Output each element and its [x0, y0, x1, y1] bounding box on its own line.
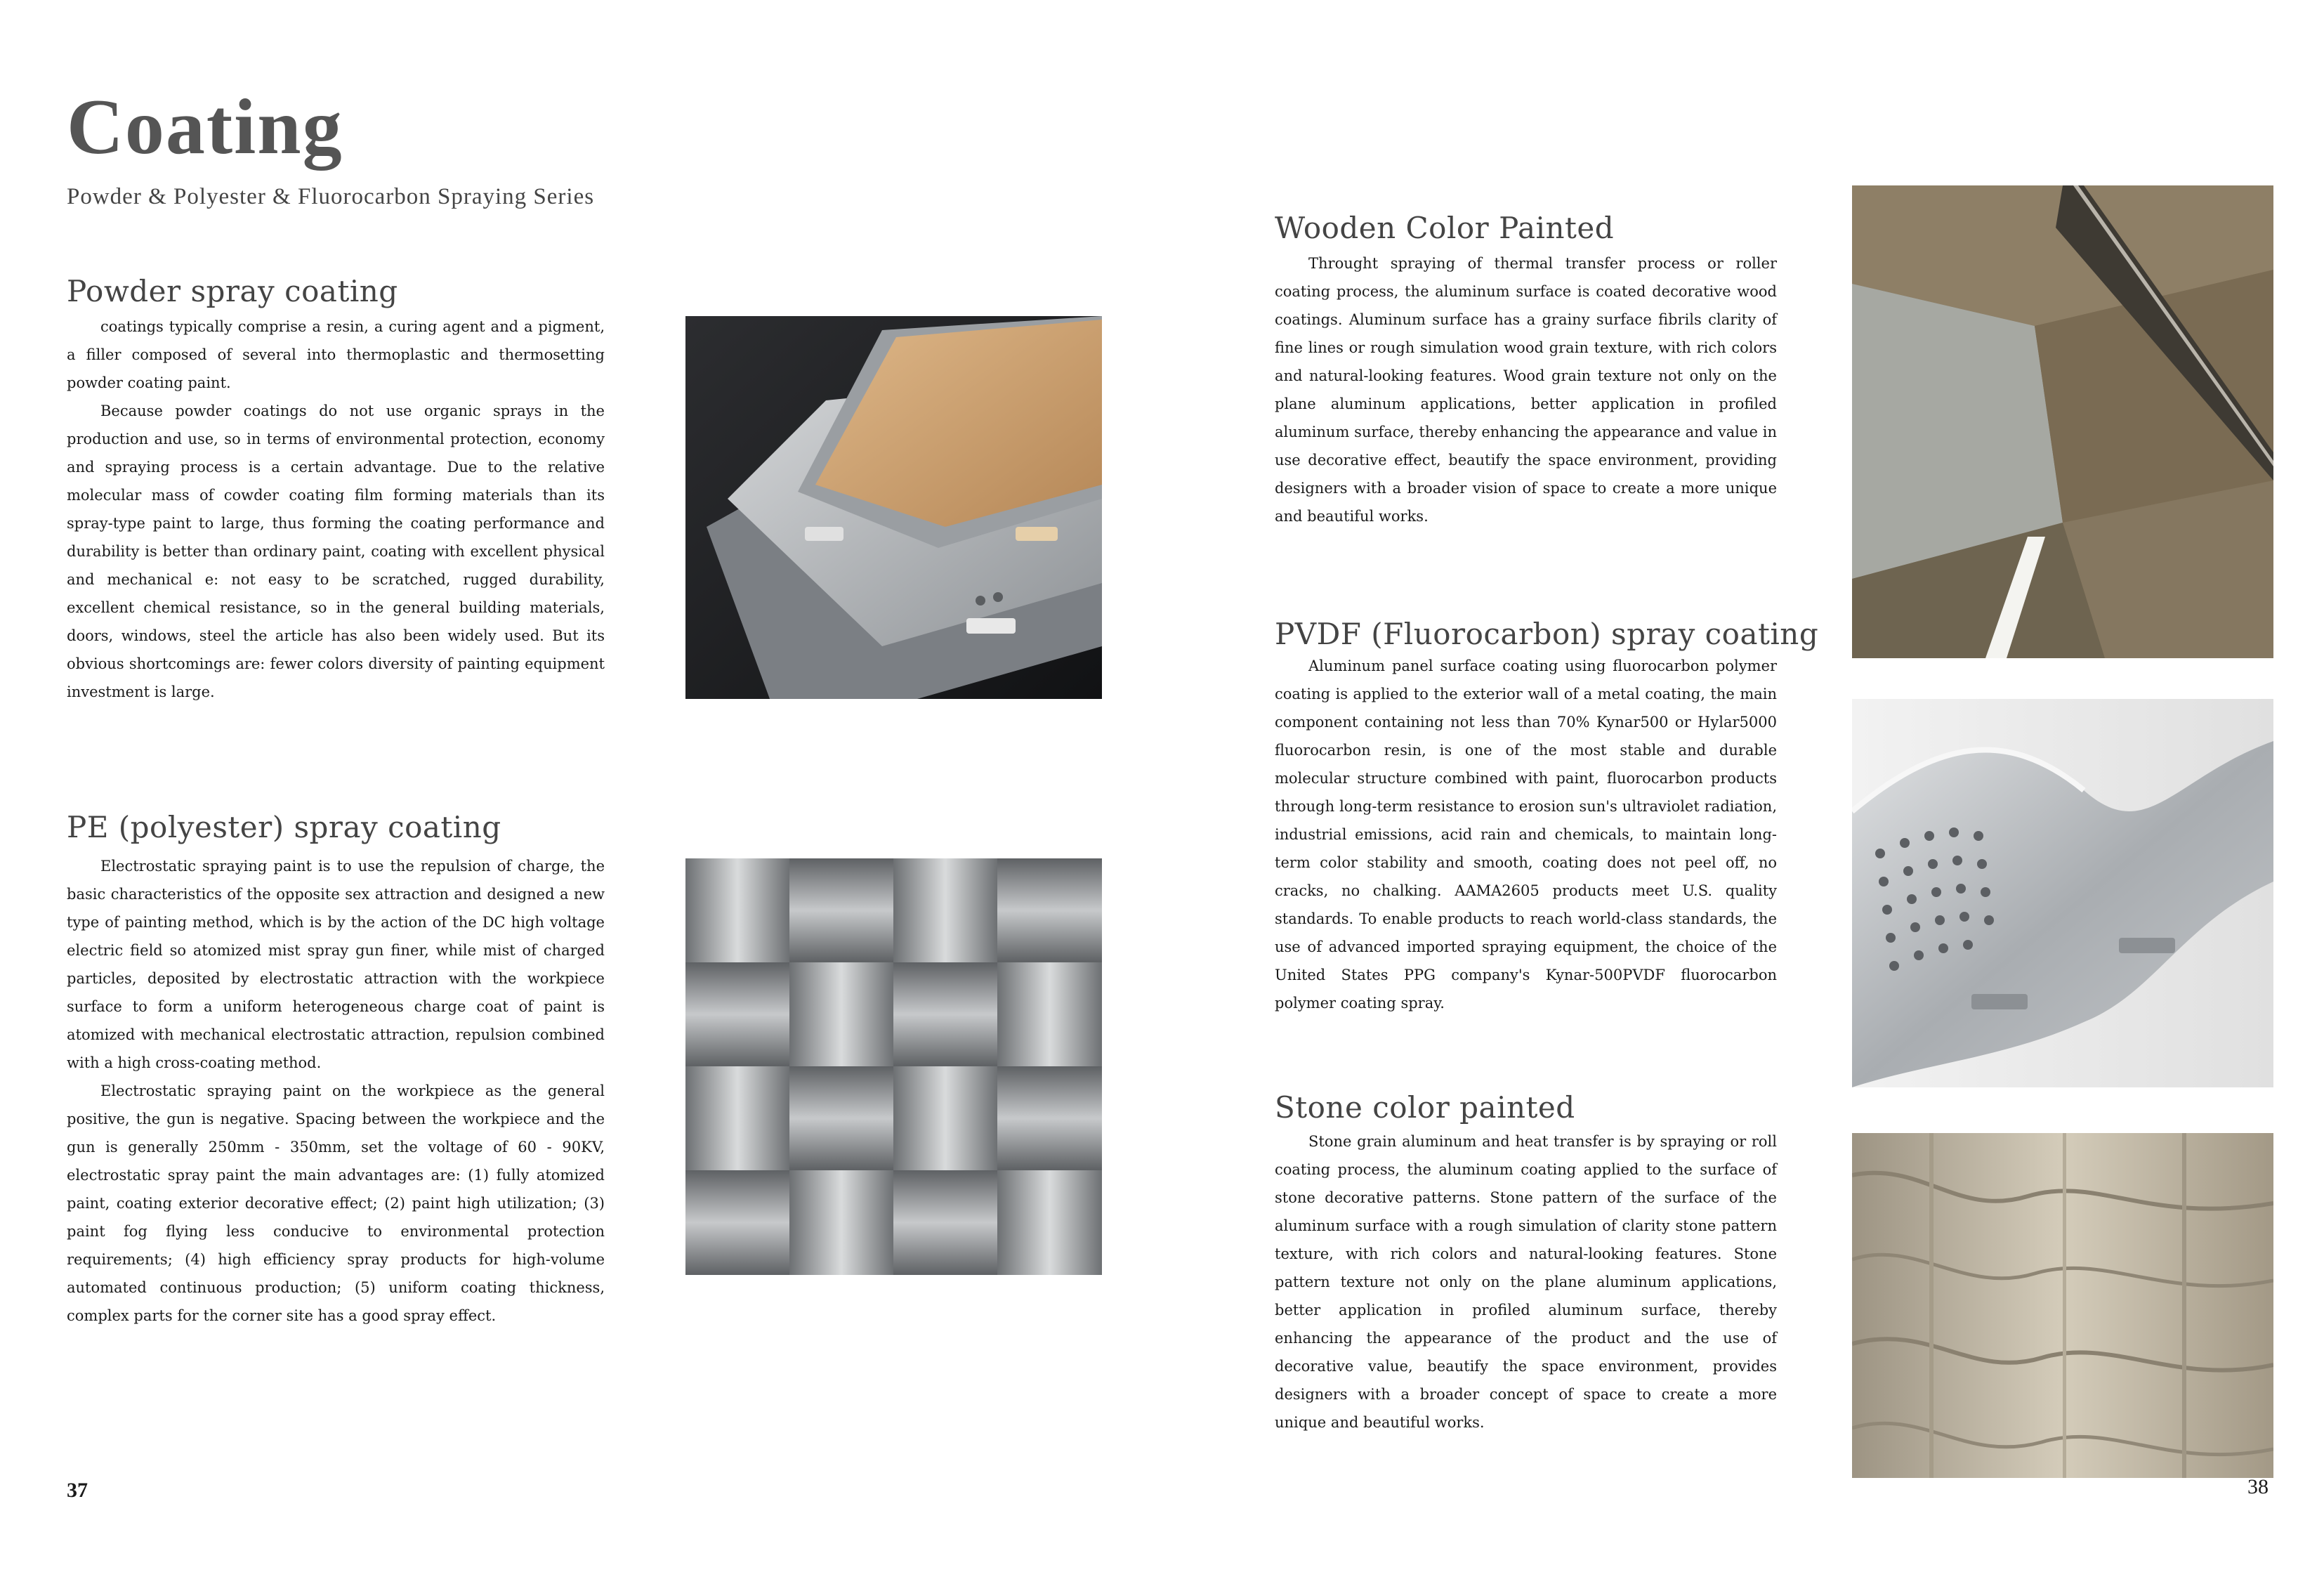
page-number-right: 38	[2247, 1475, 2269, 1498]
powder-paragraph-2: Because powder coatings do not use organic sprays in the production and use, so in terms of environmental protection, economy and spraying process is a certain advantage. Due to the relative molecular mass of cowder coating film forming materials than its spray-type paint to large, thus forming the coating performance and durability is better than ordinary paint, coating with excellent physical and mechanical e: not easy to be scratched, rugged durability, excellent chemical resistance, so in the general building materials, doors, windows, steel the article has also been widely used. But its obvious shortcomings are: fewer colors diversity of painting equipment investment is large.	[67, 403, 605, 700]
powder-coating-photo	[685, 316, 1102, 699]
powder-paragraph-1: coatings typically comprise a resin, a curing agent and a pigment, a filler composed of several into thermoplastic and thermosetting powder coating paint.	[67, 318, 605, 391]
page-number-left: 37	[67, 1479, 88, 1502]
page-subtitle: Powder & Polyester & Fluorocarbon Spraying Series	[67, 184, 595, 209]
pvdf-heading: PVDF (Fluorocarbon) spray coating	[1275, 617, 1819, 651]
wooden-heading: Wooden Color Painted	[1275, 211, 1615, 245]
stone-text	[1275, 1127, 1777, 1437]
page-title: Coating	[67, 84, 343, 171]
stone-color-photo	[1852, 1133, 2273, 1478]
pvdf-text	[1275, 652, 1777, 1017]
wooden-text	[1275, 249, 1777, 530]
pe-heading: PE (polyester) spray coating	[67, 810, 501, 844]
powder-heading: Powder spray coating	[67, 274, 398, 308]
pvdf-paragraph-1: Aluminum panel surface coating using fluorocarbon polymer coating is applied to the exterior wall of a metal coating, the main component containing not less than 70% Kynar500 or Hylar5000 fluorocarbon resin, is one of the most stable and durable molecular structure combined with paint, fluorocarbon products through long-term resistance to erosion sun's ultraviolet radiation, industrial emissions, acid rain and chemicals, to maintain long-term color stability and smooth, coating does not peel off, no cracks, no chalking. AAMA2605 products meet U.S. quality standards. To enable products to reach world-class standards, the use of advanced imported spraying equipment, the choice of the United States PPG company's Kynar-500PVDF fluorocarbon polymer coating spray.	[1275, 657, 1777, 1012]
pvdf-coating-photo	[1852, 699, 2273, 1087]
stone-paragraph-1: Stone grain aluminum and heat transfer is by spraying or roll coating process, the aluminum coating applied to the surface of stone decorative patterns. Stone pattern of the surface of the aluminum surface with a rough simulation of clarity stone pattern texture, with rich colors and natural-looking features. Stone pattern texture not only on the plane aluminum applications, better application in profiled aluminum surface, thereby enhancing the appearance of the product and the use of decorative value, beautify the space environment, provides designers with a broader concept of space to create a more unique and beautiful works.	[1275, 1133, 1777, 1431]
stone-heading: Stone color painted	[1275, 1090, 1575, 1125]
pe-paragraph-1: Electrostatic spraying paint is to use the repulsion of charge, the basic characteristics of the opposite sex attraction and designed a new type of painting method, which is by the action of the DC high voltage electric field so atomized mist spray gun finer, while mist of charged particles, deposited by electrostatic attraction with the workpiece surface to form a uniform heterogeneous charge coat of paint is atomized with mechanical electrostatic attraction, repulsion combined with a high cross-coating method.	[67, 858, 605, 1071]
pe-paragraph-2: Electrostatic spraying paint on the workpiece as the general positive, the gun is negative. Spacing between the workpiece and the gun is generally 250mm - 350mm, set the voltage of 60 - 90KV, electrostatic spray paint the main advantages are: (1) fully atomized paint, coating exterior decorative effect; (2) paint high utilization; (3) paint fog flying less conducive to environmental protection requirements; (4) high efficiency spray products for high-volume automated continuous production; (5) uniform coating thickness, complex parts for the corner site has a good spray effect.	[67, 1082, 605, 1324]
wooden-color-photo	[1852, 185, 2273, 658]
wooden-paragraph-1: Throught spraying of thermal transfer process or roller coating process, the aluminum surface is coated decorative wood coatings. Aluminum surface has a grainy surface fibrils clarity of fine lines or rough simulation wood grain texture, with rich colors and natural-looking features. Wood grain texture not only on the plane aluminum applications, better application in profiled aluminum surface, thereby enhancing the appearance and value in use decorative effect, beautify the space environment, providing designers with a broader vision of space to create a more unique and beautiful works.	[1275, 255, 1777, 525]
powder-text	[67, 313, 605, 706]
pe-text	[67, 852, 605, 1330]
pe-coating-photo	[685, 858, 1102, 1275]
